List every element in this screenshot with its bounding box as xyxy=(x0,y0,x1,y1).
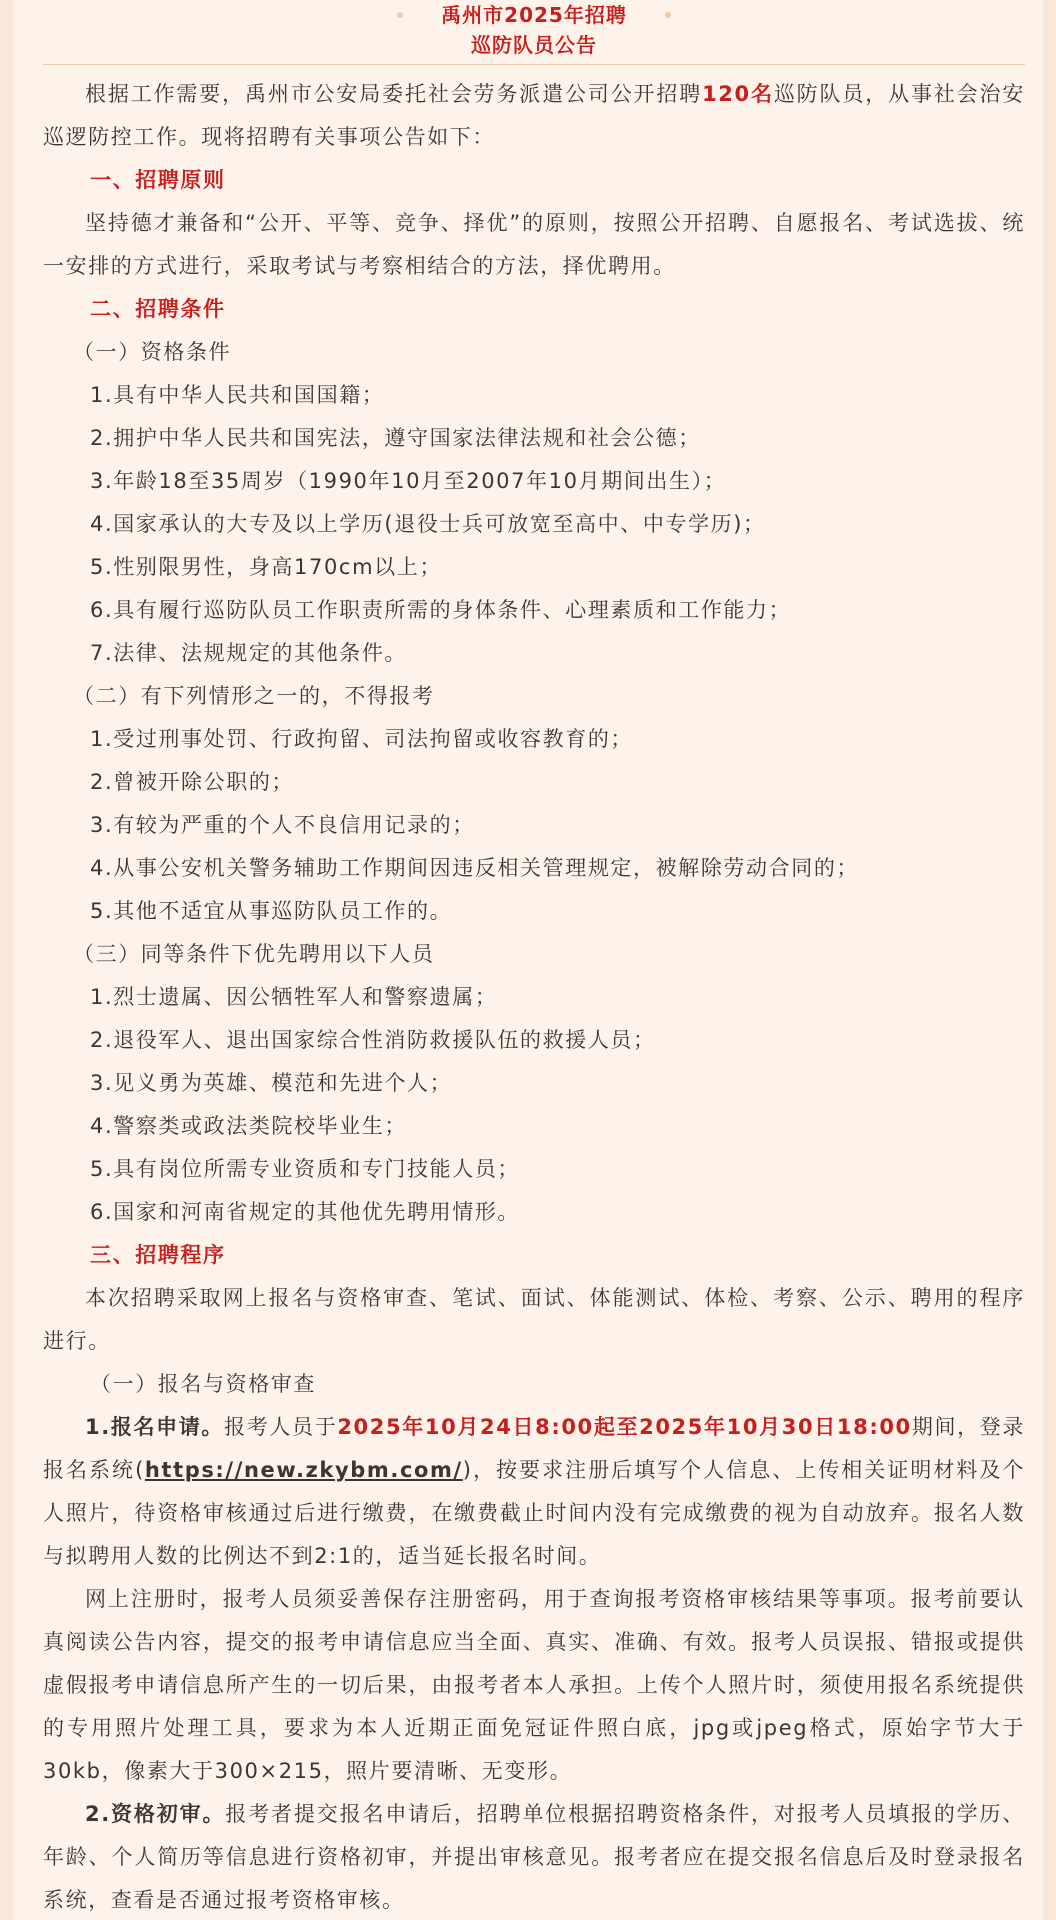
list-item: 3.见义勇为英雄、模范和先进个人； xyxy=(90,1071,453,1095)
subsection-registration-title: （一）报名与资格审查 xyxy=(90,1372,316,1396)
list-item: 1.具有中华人民共和国国籍； xyxy=(90,383,385,407)
subsection-qualifications-title: （一）资格条件 xyxy=(73,340,232,364)
review-label: 2.资格初审。 xyxy=(85,1802,226,1826)
section-1-heading: 一、招聘原则 xyxy=(90,168,226,192)
section-2-heading: 二、招聘条件 xyxy=(90,297,226,321)
title-block xyxy=(43,0,1025,60)
list-item: 7.法律、法规规定的其他条件。 xyxy=(90,641,408,665)
list-item: 4.国家承认的大专及以上学历(退役士兵可放宽至高中、中专学历)； xyxy=(90,512,766,536)
list-item: 2.退役军人、退出国家综合性消防救援队伍的救援人员； xyxy=(90,1028,656,1052)
section-1-body: 坚持德才兼备和“公开、平等、竞争、择优”的原则，按照公开招聘、自愿报名、考试选拔、统一安排的方式进行，采取考试与考察相结合的方法，择优聘用。 xyxy=(43,211,1025,278)
list-item: 3.年龄18至35周岁（1990年10月至2007年10月期间出生）； xyxy=(90,469,727,493)
apply-start-time: 2025年10月24日8:00 xyxy=(337,1415,594,1439)
recruit-count: 120名 xyxy=(702,82,774,106)
list-item: 1.受过刑事处罚、行政拘留、司法拘留或收容教育的； xyxy=(90,727,634,751)
list-item: 2.曾被开除公职的； xyxy=(90,770,295,794)
list-item: 5.其他不适宜从事巡防队员工作的。 xyxy=(90,899,453,923)
list-item: 2.拥护中华人民共和国宪法，遵守国家法律法规和社会公德； xyxy=(90,426,701,450)
registration-link[interactable]: https://new.zkybm.com/ xyxy=(144,1458,463,1482)
list-item: 5.具有岗位所需专业资质和专门技能人员； xyxy=(90,1157,521,1181)
title-line-2: 巡防队员公告 xyxy=(471,33,597,57)
section-3-heading: 三、招聘程序 xyxy=(90,1243,226,1267)
intro-paragraph: 根据工作需要，禹州市公安局委托社会劳务派遣公司公开招聘120名巡防队员，从事社会治安巡逻防控工作。现将招聘有关事项公告如下： xyxy=(43,82,1025,149)
list-item: 6.国家和河南省规定的其他优先聘用情形。 xyxy=(90,1200,521,1224)
list-item: 4.从事公安机关警务辅助工作期间因违反相关管理规定，被解除劳动合同的； xyxy=(90,856,860,880)
list-item: 3.有较为严重的个人不良信用记录的； xyxy=(90,813,475,837)
apply-paragraph: 1.报名申请。报考人员于2025年10月24日8:00起至2025年10月30日18:00期间，登录报名系统(https://new.zkybm.com/)，按要求注册后填写个人信息、上传相关证明材料及个人照片，待资格审核通过后进行缴费，在缴费截止时间内没有完成缴费的视为自动放弃。报名人数与拟聘用人数的比例达不到2:1的，适当延长报名时间。 xyxy=(43,1415,1026,1568)
apply-label: 1.报名申请。 xyxy=(85,1415,225,1439)
list-item: 1.烈士遗属、因公牺牲军人和警察遗属； xyxy=(90,985,498,1009)
apply-end-time: 2025年10月30日18:00 xyxy=(639,1415,912,1439)
list-item: 6.具有履行巡防队员工作职责所需的身体条件、心理素质和工作能力； xyxy=(90,598,792,622)
announcement-page xyxy=(13,0,1043,1920)
registration-note: 网上注册时，报考人员须妥善保存注册密码，用于查询报考资格审核结果等事项。报考前要认真阅读公告内容，提交的报考申请信息应当全面、真实、准确、有效。报考人员误报、错报或提供虚假报考申请信息所产生的一切后果，由报考者本人承担。上传个人照片时，须使用报名系统提供的专用照片处理工具，要求为本人近期正面免冠证件照白底，jpg或jpeg格式，原始字节大于30kb，像素大于300×215，照片要清晰、无变形。 xyxy=(43,1587,1025,1783)
subsection-exclusions-title: （二）有下列情形之一的，不得报考 xyxy=(73,684,435,708)
review-paragraph: 2.资格初审。报考者提交报名申请后，招聘单位根据招聘资格条件，对报考人员填报的学历、年龄、个人简历等信息进行资格初审，并提出审核意见。报考者应在提交报名信息后及时登录报名系统，查看是否通过报考资格审核。 xyxy=(43,1802,1025,1912)
section-3-intro: 本次招聘采取网上报名与资格审查、笔试、面试、体能测试、体检、考察、公示、聘用的程序进行。 xyxy=(43,1286,1025,1353)
list-item: 4.警察类或政法类院校毕业生； xyxy=(90,1114,408,1138)
subsection-priority-title: （三）同等条件下优先聘用以下人员 xyxy=(73,942,435,966)
title-divider xyxy=(43,64,1025,65)
list-item: 5.性别限男性，身高170cm以上； xyxy=(90,555,442,579)
title-line-1: 禹州市2025年招聘 xyxy=(441,0,627,30)
